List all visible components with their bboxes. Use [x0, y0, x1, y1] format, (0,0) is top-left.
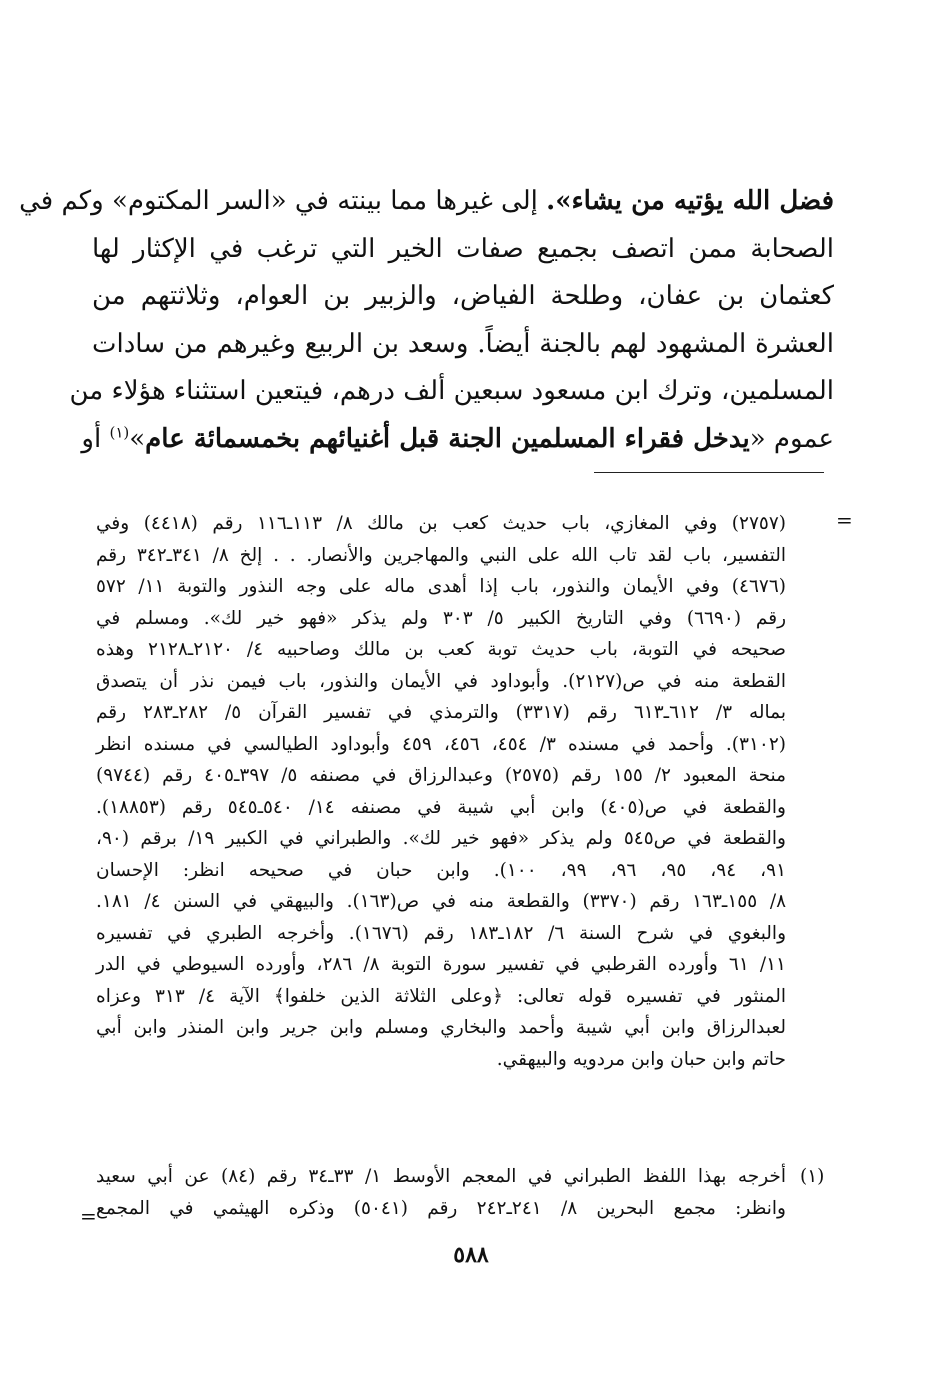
- footnote-line: بماله ٣/ ٦١٢ـ٦١٣ رقم (٣٣١٧) والترمذي في تفسير القرآن ٥/ ٢٨٢ـ٢٨٣ رقم: [96, 702, 786, 723]
- footnote-line: حاتم وابن حبان وابن مردويه والبيهقي.: [496, 1048, 786, 1070]
- footnote-line: ٩١، ٩٤، ٩٥، ٩٦، ٩٩، ١٠٠). وابن حبان في صحيحه انظر: الإحسان: [96, 859, 787, 881]
- footnote-1: [96, 1161, 786, 1225]
- hadith-quote: يدخل فقراء المسلمين الجنة قبل أغنيائهم بخمسمائة عام: [145, 423, 750, 454]
- footnote-line: لعبدالرزاق وابن أبي شيبة وأحمد والبخاري ومسلم وابن جرير وابن المنذر وابن أبي: [96, 1017, 786, 1038]
- footnote-line: والقطعة في ص٥٤٥ ولم يذكر «فهو خير لك». والطبراني في الكبير ١٩/ برقم (٩٠،: [96, 828, 786, 849]
- footnote-line: والقطعة في ص(٤٠٥) وابن أبي شيبة في مصنفه ١٤/ ٥٤٠ـ٥٤٥ رقم (١٨٨٥٣).: [96, 796, 786, 818]
- body-text-segment: إلى غيرها مما بينته في «السر المكتوم» وكم في: [19, 186, 547, 216]
- body-text-segment: أو: [81, 423, 110, 454]
- footnote-continuation-mark: =: [836, 508, 853, 532]
- quote-close: »: [129, 423, 146, 454]
- footnote-line: (٢٧٥٧) وفي المغازي، باب حديث كعب بن مالك ٨/ ١١٣ـ١١٦ رقم (٤٤١٨) وفي: [96, 513, 786, 534]
- body-line: الصحابة ممن اتصف بجميع صفات الخير التي ترغب في الإكثار لها: [92, 233, 834, 264]
- footnote-line: صحيحه في التوبة، باب حديث توبة كعب بن مالك وصاحبيه ٤/ ٢١٢٠ـ٢١٢٨ وهذه: [96, 639, 786, 660]
- footnote-line: أخرجه بهذا اللفظ الطبراني في المعجم الأوسط ١/ ٣٣ـ٣٤ رقم (٨٤) عن أبي سعيد: [96, 1166, 786, 1187]
- footnote-continued: [96, 508, 786, 1075]
- footnote-line: ١١/ ٦١ وأورده القرطبي في تفسير سورة التوبة ٨/ ٢٨٦، وأورده السيوطي في الدر: [96, 954, 786, 975]
- footnote-reference: (١): [109, 422, 130, 441]
- body-line: العشرة المشهود لهم بالجنة أيضاً. وسعد بن الربيع وغيرهم من سادات: [92, 328, 834, 359]
- footnote-line: ٨/ ١٥٥ـ١٦٣ رقم (٣٣٧٠) والقطعة منه في ص(١٦٣). والبيهقي في السنن ٤/ ١٨١.: [96, 891, 786, 912]
- footnote-continues-mark: =: [80, 1204, 97, 1228]
- footnote-separator: [594, 472, 824, 473]
- footnote-line: وانظر: مجمع البحرين ٨/ ٢٤١ـ٢٤٢ رقم (٥٠٤١) وذكره الهيثمي في المجمع: [96, 1198, 786, 1219]
- footnote-line: (٣١٠٢). وأحمد في مسنده ٣/ ٤٥٤، ٤٥٦، ٤٥٩ وأبوداود الطيالسي في مسنده انظر: [96, 733, 786, 755]
- body-line: المسلمين، وترك ابن مسعود سبعين ألف درهم، فيتعين استثناء هؤلاء من: [69, 376, 834, 406]
- footnote-line: منحة المعبود ٢/ ١٥٥ رقم (٢٥٧٥) وعبدالرزاق في مصنفه ٥/ ٣٩٧ـ٤٠٥ رقم (٩٧٤٤): [96, 765, 786, 786]
- footnote-line: (٤٦٧٦) وفي الأيمان والنذور، باب إذا أهدى ماله على وجه النذور والتوبة ١١/ ٥٧٢: [96, 576, 786, 597]
- footnote-line: التفسير، باب لقد تاب الله على النبي والمهاجرين والأنصار. . . إلخ ٨/ ٣٤١ـ٣٤٢ رقم: [96, 544, 786, 566]
- footnote-number: (١): [800, 1166, 825, 1187]
- main-body-text: [19, 178, 834, 463]
- body-line: [19, 178, 834, 226]
- hadith-quote-end: فضل الله يؤتيه من يشاء».: [546, 186, 834, 216]
- body-line: كعثمان بن عفان، وطلحة الفياض، والزبير بن العوام، وثلاثتهم من: [92, 281, 834, 311]
- page-number: ٥٨٨: [453, 1242, 489, 1268]
- footnote-line: والبغوي في شرح السنة ٦/ ١٨٢ـ١٨٣ رقم (١٦٧٦). وأخرجه الطبري في تفسيره: [96, 922, 787, 944]
- footnote-line: القطعة منه في ص(٢١٢٧). وأبوداود في الأيمان والنذور، باب فيمن نذر أن يتصدق: [96, 670, 786, 692]
- body-text-segment: عموم «: [749, 423, 834, 454]
- footnote-line: رقم (٦٦٩٠) وفي التاريخ الكبير ٥/ ٣٠٣ ولم يذكر «فهو خير لك». ومسلم في: [96, 607, 786, 629]
- footnote-line: المنثور في تفسيره قوله تعالى: ﴿وعلى الثلاثة الذين خلفوا﴾ الآية ٤/ ٣١٣ وعزاه: [96, 985, 786, 1007]
- body-line: [81, 416, 834, 464]
